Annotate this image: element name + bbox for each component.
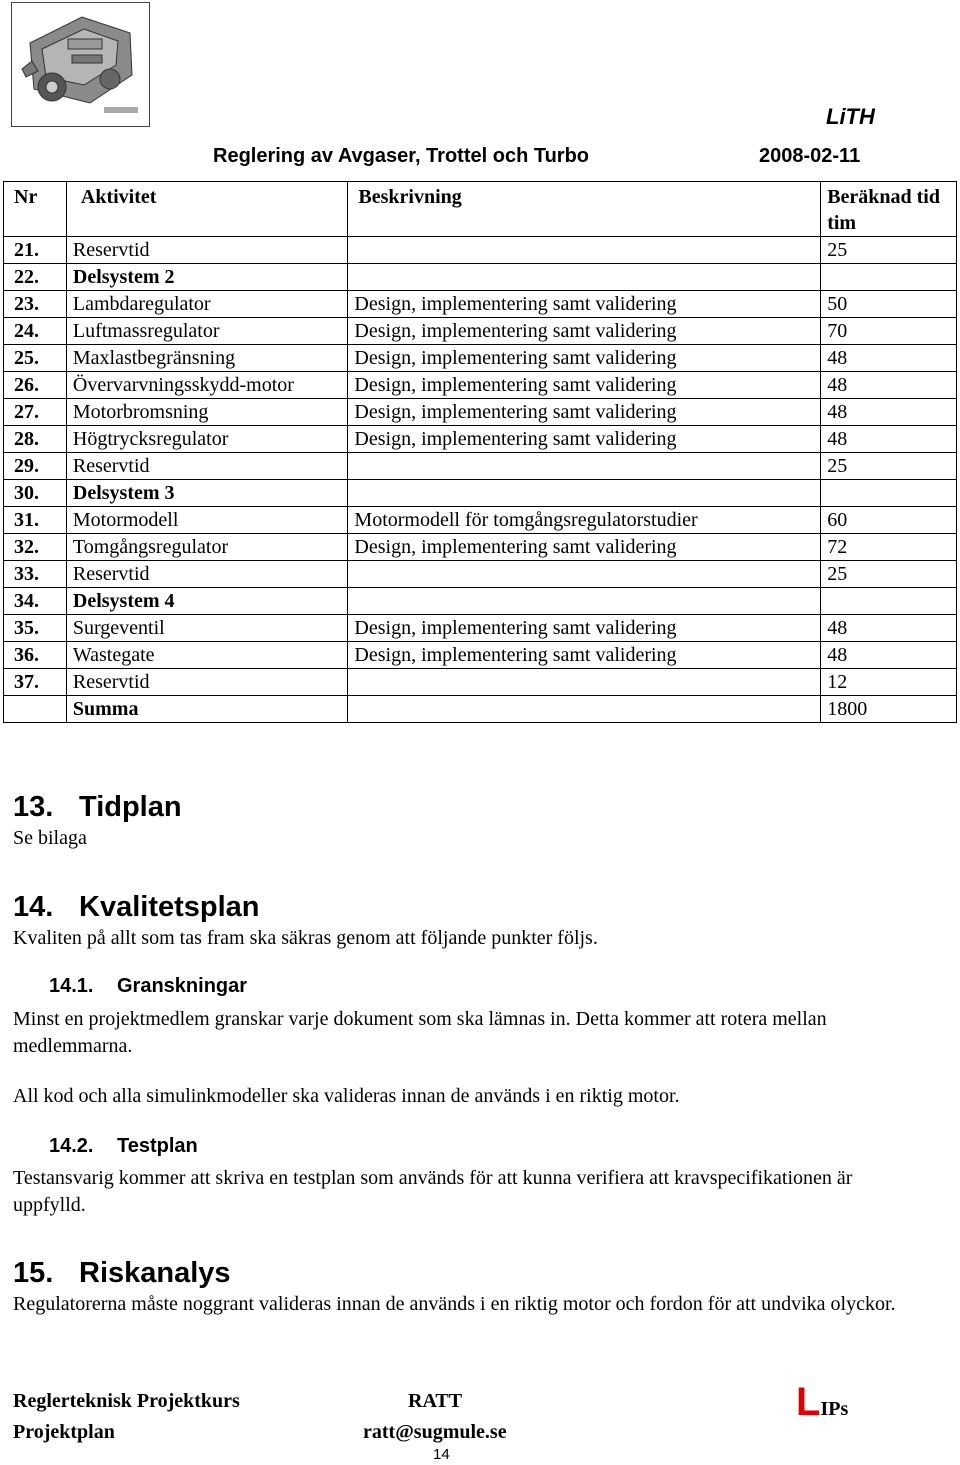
cell-time: 48 — [821, 399, 957, 426]
section-13-text: Se bilaga — [13, 827, 87, 849]
cell-nr: 27. — [4, 399, 67, 426]
cell-time: 25 — [821, 237, 957, 264]
cell-description: Design, implementering samt validering — [348, 426, 821, 453]
cell-nr: 33. — [4, 561, 67, 588]
cell-activity: Wastegate — [66, 642, 348, 669]
table-row — [4, 399, 957, 426]
cell-nr: 29. — [4, 453, 67, 480]
cell-time: 48 — [821, 345, 957, 372]
cell-nr: 23. — [4, 291, 67, 318]
cell-nr: 36. — [4, 642, 67, 669]
section-title: Riskanalys — [79, 1257, 231, 1289]
table-row — [4, 318, 957, 345]
lips-logo-suffix: IPs — [820, 1398, 849, 1420]
cell-description — [348, 480, 821, 507]
cell-time: 70 — [821, 318, 957, 345]
subsection-title: Granskningar — [117, 975, 248, 997]
section-15-text: Regulatorerna måste noggrant valideras innan de används i en riktig motor och fordon för att undvika olyckor. — [13, 1293, 896, 1315]
page-number: 14 — [433, 1446, 450, 1463]
cell-nr: 26. — [4, 372, 67, 399]
section-title: Tidplan — [79, 791, 182, 823]
cell-time — [821, 480, 957, 507]
section-13-heading — [13, 790, 182, 824]
cell-activity: Delsystem 4 — [66, 588, 348, 615]
cell-nr: 24. — [4, 318, 67, 345]
section-14-1-text-1: Minst en projektmedlem granskar varje dokument som ska lämnas in. Detta kommer att rotera mellan medlemmarna. — [13, 1008, 827, 1057]
cell-time — [821, 588, 957, 615]
cell-nr: 35. — [4, 615, 67, 642]
cell-description: Design, implementering samt validering — [348, 642, 821, 669]
cell-activity: Maxlastbegränsning — [66, 345, 348, 372]
cell-nr: 30. — [4, 480, 67, 507]
cell-time: 12 — [821, 669, 957, 696]
table-row — [4, 453, 957, 480]
table-row — [4, 534, 957, 561]
cell-activity: Övervarvningsskydd-motor — [66, 372, 348, 399]
cell-activity: Tomgångsregulator — [66, 534, 348, 561]
cell-activity: Motorbromsning — [66, 399, 348, 426]
cell-nr: 32. — [4, 534, 67, 561]
footer-group: RATT — [408, 1390, 463, 1412]
cell-activity: Delsystem 3 — [66, 480, 348, 507]
cell-time: 25 — [821, 561, 957, 588]
cell-nr: 31. — [4, 507, 67, 534]
table-row — [4, 615, 957, 642]
cell-description: Design, implementering samt validering — [348, 534, 821, 561]
cell-time: 1800 — [821, 696, 957, 723]
section-number: 15. — [13, 1257, 54, 1289]
cell-description — [348, 696, 821, 723]
cell-nr: 34. — [4, 588, 67, 615]
cell-description: Design, implementering samt validering — [348, 615, 821, 642]
cell-nr: 25. — [4, 345, 67, 372]
cell-nr: 28. — [4, 426, 67, 453]
cell-activity: Reservtid — [66, 237, 348, 264]
table-row — [4, 372, 957, 399]
footer-email: ratt@sugmule.se — [363, 1421, 507, 1443]
table-row — [4, 237, 957, 264]
section-14-1-heading — [49, 973, 247, 999]
cell-activity: Lambdaregulator — [66, 291, 348, 318]
cell-time: 60 — [821, 507, 957, 534]
header-activity: Aktivitet — [66, 182, 348, 237]
section-number: 14. — [13, 891, 54, 923]
cell-nr — [4, 696, 67, 723]
cell-description: Design, implementering samt validering — [348, 318, 821, 345]
table-row — [4, 696, 957, 723]
cell-description: Design, implementering samt validering — [348, 291, 821, 318]
cell-description: Motormodell för tomgångsregulatorstudier — [348, 507, 821, 534]
cell-nr: 37. — [4, 669, 67, 696]
cell-activity: Reservtid — [66, 561, 348, 588]
section-title: Kvalitetsplan — [79, 891, 260, 923]
section-14-1-text-2: All kod och alla simulinkmodeller ska valideras innan de används i en riktig motor. — [13, 1085, 680, 1107]
cell-description: Design, implementering samt validering — [348, 345, 821, 372]
cell-activity: Luftmassregulator — [66, 318, 348, 345]
cell-activity: Reservtid — [66, 669, 348, 696]
engine-image — [11, 2, 150, 127]
cell-nr: 22. — [4, 264, 67, 291]
table-row — [4, 507, 957, 534]
table-row — [4, 426, 957, 453]
table-row — [4, 642, 957, 669]
subsection-number: 14.1. — [49, 975, 94, 997]
footer-doc: Projektplan — [13, 1421, 115, 1443]
table-row — [4, 480, 957, 507]
lips-logo-letter: L — [796, 1380, 821, 1424]
table-row — [4, 291, 957, 318]
cell-description — [348, 588, 821, 615]
table-row — [4, 561, 957, 588]
cell-description — [348, 264, 821, 291]
header-description: Beskrivning — [348, 182, 821, 237]
header-nr: Nr — [4, 182, 67, 237]
document-title: Reglering av Avgaser, Trottel och Turbo — [213, 145, 590, 167]
cell-time: 48 — [821, 372, 957, 399]
subsection-title: Testplan — [117, 1135, 198, 1157]
table-row — [4, 264, 957, 291]
cell-activity: Surgeventil — [66, 615, 348, 642]
lith-logo-text: LiTH — [826, 104, 875, 129]
cell-time: 50 — [821, 291, 957, 318]
subsection-number: 14.2. — [49, 1135, 94, 1157]
cell-time: 72 — [821, 534, 957, 561]
cell-description: Design, implementering samt validering — [348, 372, 821, 399]
lips-logo — [796, 1382, 848, 1422]
cell-description — [348, 453, 821, 480]
section-number: 13. — [13, 791, 54, 823]
cell-activity: Delsystem 2 — [66, 264, 348, 291]
cell-description — [348, 669, 821, 696]
cell-activity: Högtrycksregulator — [66, 426, 348, 453]
cell-description: Design, implementering samt validering — [348, 399, 821, 426]
time-estimate-table — [3, 181, 957, 723]
cell-description — [348, 237, 821, 264]
document-date: 2008-02-11 — [759, 145, 861, 167]
cell-time: 25 — [821, 453, 957, 480]
section-14-2-heading — [49, 1133, 198, 1159]
cell-time: 48 — [821, 615, 957, 642]
cell-time: 48 — [821, 642, 957, 669]
table-row — [4, 669, 957, 696]
cell-nr: 21. — [4, 237, 67, 264]
section-14-2-text: Testansvarig kommer att skriva en testplan som används för att kunna verifiera att kravspecifikationen är uppfylld. — [13, 1167, 853, 1216]
cell-activity: Reservtid — [66, 453, 348, 480]
section-15-heading — [13, 1256, 231, 1290]
footer-course: Reglerteknisk Projektkurs — [13, 1390, 240, 1412]
cell-activity: Summa — [66, 696, 348, 723]
section-14-text: Kvaliten på allt som tas fram ska säkras genom att följande punkter följs. — [13, 927, 598, 949]
table-row — [4, 588, 957, 615]
section-14-heading — [13, 890, 260, 924]
cell-activity: Motormodell — [66, 507, 348, 534]
header-estimate: Beräknad tid tim — [821, 182, 957, 237]
table-header-row — [4, 182, 957, 237]
cell-description — [348, 561, 821, 588]
table-row — [4, 345, 957, 372]
cell-time: 48 — [821, 426, 957, 453]
cell-time — [821, 264, 957, 291]
